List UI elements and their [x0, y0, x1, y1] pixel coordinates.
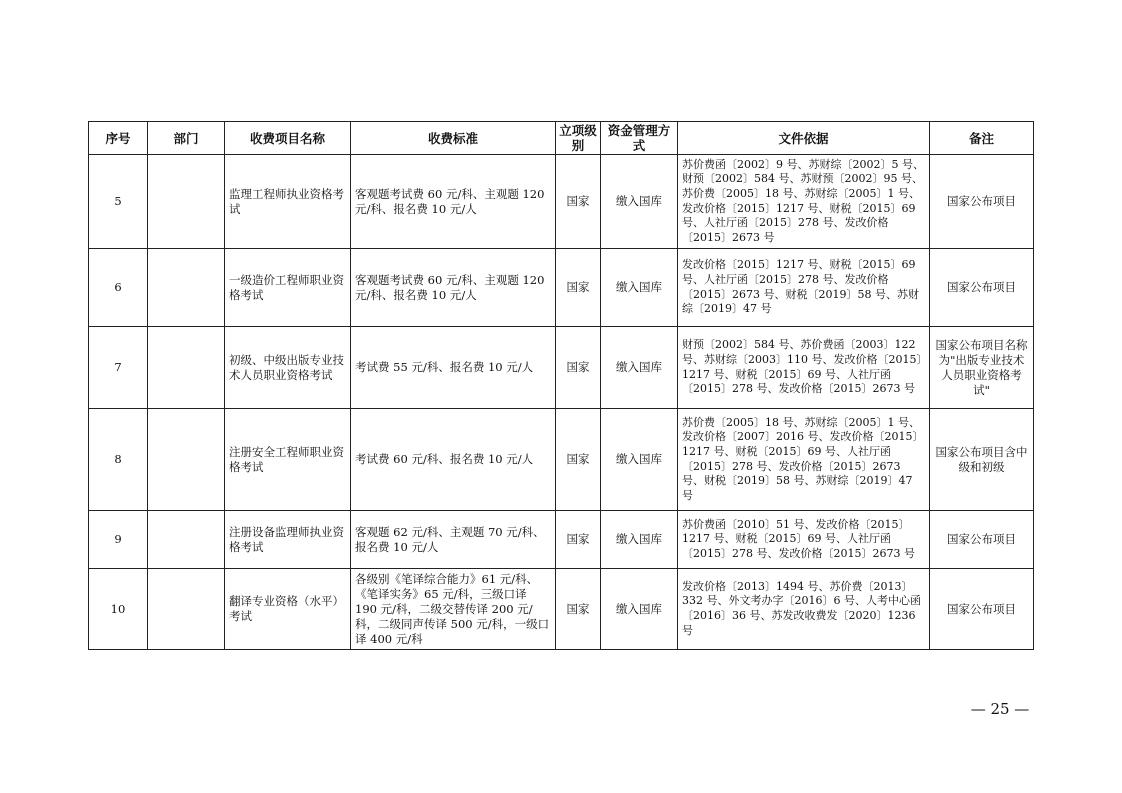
header-name: 收费项目名称 — [225, 122, 351, 155]
cell-remark: 国家公布项目 — [930, 155, 1034, 249]
header-row — [89, 122, 1034, 155]
cell-doc: 苏价费〔2005〕18 号、苏财综〔2005〕1 号、发改价格〔2007〕2016 号、发改价格〔2015〕1217 号、财税〔2015〕69 号、人社厅函〔2015〕278 号、发改价格〔2015〕2673 号、财税〔2019〕58 号、苏财综〔2019〕47 号 — [678, 409, 930, 511]
cell-doc: 发改价格〔2013〕1494 号、苏价费〔2013〕332 号、外文考办字〔2016〕6 号、人考中心函〔2016〕36 号、苏发改收费发〔2020〕1236 号 — [678, 569, 930, 650]
cell-doc: 财预〔2002〕584 号、苏价费函〔2003〕122 号、苏财综〔2003〕110 号、发改价格〔2015〕1217 号、财税〔2015〕69 号、人社厅函〔2015〕278 号、发改价格〔2015〕2673 号 — [678, 327, 930, 409]
header-dept: 部门 — [148, 122, 225, 155]
cell-standard: 各级别《笔译综合能力》61 元/科、《笔译实务》65 元/科，三级口译 190 元/科，二级交替传译 200 元/科，二级同声传译 500 元/科，一级口译 400 元/科 — [351, 569, 556, 650]
cell-standard: 客观题考试费 60 元/科、主观题 120 元/科、报名费 10 元/人 — [351, 249, 556, 327]
cell-fund: 缴入国库 — [601, 569, 678, 650]
cell-no: 6 — [89, 249, 148, 327]
cell-remark: 国家公布项目 — [930, 249, 1034, 327]
cell-name: 注册设备监理师执业资格考试 — [225, 511, 351, 569]
header-remark: 备注 — [930, 122, 1034, 155]
table-row — [89, 155, 1034, 249]
header-standard: 收费标准 — [351, 122, 556, 155]
cell-level: 国家 — [556, 511, 601, 569]
cell-no: 8 — [89, 409, 148, 511]
cell-doc: 苏价费函〔2010〕51 号、发改价格〔2015〕1217 号、财税〔2015〕69 号、人社厅函〔2015〕278 号、发改价格〔2015〕2673 号 — [678, 511, 930, 569]
cell-dept — [148, 155, 225, 249]
cell-name: 初级、中级出版专业技术人员职业资格考试 — [225, 327, 351, 409]
cell-no: 5 — [89, 155, 148, 249]
cell-dept — [148, 409, 225, 511]
fee-table — [88, 121, 1034, 650]
cell-level: 国家 — [556, 569, 601, 650]
cell-standard: 考试费 60 元/科、报名费 10 元/人 — [351, 409, 556, 511]
cell-level: 国家 — [556, 409, 601, 511]
header-no: 序号 — [89, 122, 148, 155]
cell-dept — [148, 327, 225, 409]
cell-fund: 缴入国库 — [601, 511, 678, 569]
cell-fund: 缴入国库 — [601, 249, 678, 327]
cell-no: 7 — [89, 327, 148, 409]
cell-fund: 缴入国库 — [601, 327, 678, 409]
table-row — [89, 409, 1034, 511]
cell-dept — [148, 511, 225, 569]
cell-doc: 发改价格〔2015〕1217 号、财税〔2015〕69 号、人社厅函〔2015〕278 号、发改价格〔2015〕2673 号、财税〔2019〕58 号、苏财综〔2019〕47 号 — [678, 249, 930, 327]
cell-dept — [148, 249, 225, 327]
cell-level: 国家 — [556, 249, 601, 327]
cell-fund: 缴入国库 — [601, 155, 678, 249]
page-number: — 25 — — [970, 700, 1030, 718]
cell-dept — [148, 569, 225, 650]
cell-name: 翻译专业资格（水平）考试 — [225, 569, 351, 650]
cell-level: 国家 — [556, 327, 601, 409]
header-doc: 文件依据 — [678, 122, 930, 155]
cell-remark: 国家公布项目 — [930, 569, 1034, 650]
cell-remark: 国家公布项目 — [930, 511, 1034, 569]
cell-no: 10 — [89, 569, 148, 650]
cell-name: 一级造价工程师职业资格考试 — [225, 249, 351, 327]
table-row — [89, 511, 1034, 569]
cell-doc: 苏价费函〔2002〕9 号、苏财综〔2002〕5 号、财预〔2002〕584 号、苏财预〔2002〕95 号、苏价费〔2005〕18 号、苏财综〔2005〕1 号、发改价格〔2015〕1217 号、财税〔2015〕69 号、人社厅函〔2015〕278 号、发改价格〔2015〕2673 号 — [678, 155, 930, 249]
cell-level: 国家 — [556, 155, 601, 249]
cell-name: 注册安全工程师职业资格考试 — [225, 409, 351, 511]
cell-name: 监理工程师执业资格考试 — [225, 155, 351, 249]
table-row — [89, 569, 1034, 650]
table-row — [89, 249, 1034, 327]
cell-remark: 国家公布项目含中级和初级 — [930, 409, 1034, 511]
cell-no: 9 — [89, 511, 148, 569]
cell-remark: 国家公布项目名称为"出版专业技术人员职业资格考试" — [930, 327, 1034, 409]
cell-standard: 考试费 55 元/科、报名费 10 元/人 — [351, 327, 556, 409]
table-row — [89, 327, 1034, 409]
cell-fund: 缴入国库 — [601, 409, 678, 511]
cell-standard: 客观题考试费 60 元/科、主观题 120 元/科、报名费 10 元/人 — [351, 155, 556, 249]
header-fund: 资金管理方式 — [601, 122, 678, 155]
cell-standard: 客观题 62 元/科、主观题 70 元/科、报名费 10 元/人 — [351, 511, 556, 569]
header-level: 立项级别 — [556, 122, 601, 155]
